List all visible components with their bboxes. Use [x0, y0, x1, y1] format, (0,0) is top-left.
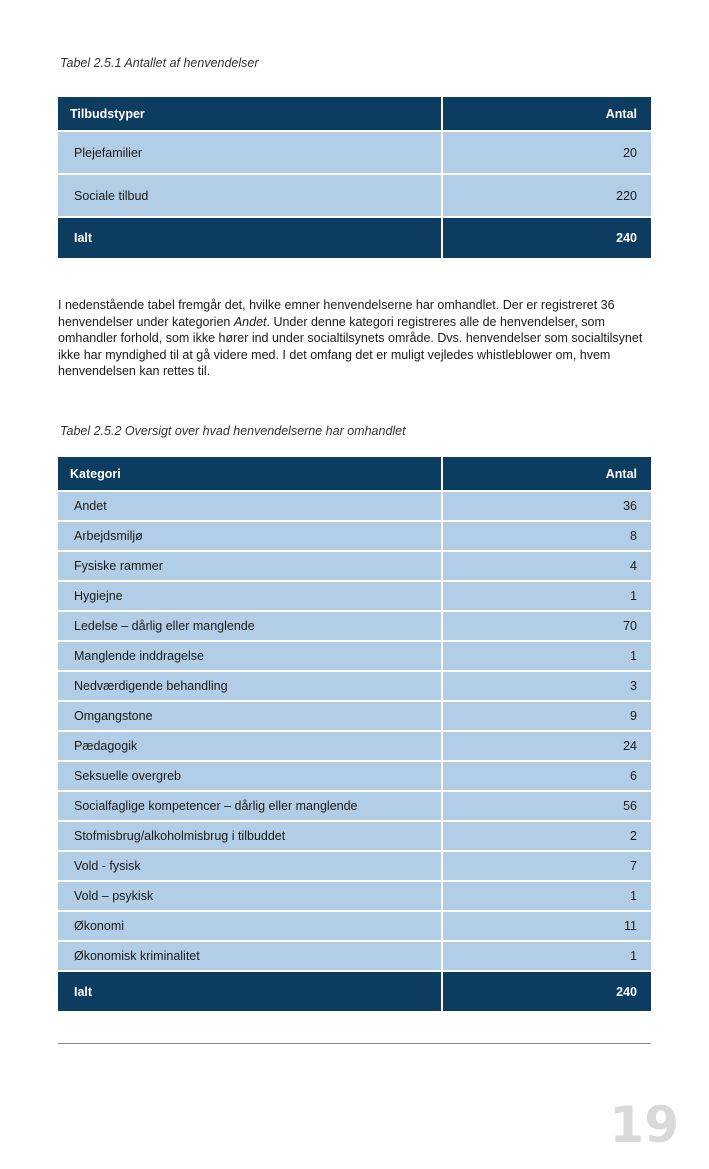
row-value: 2	[442, 821, 651, 851]
row-value: 1	[442, 941, 651, 971]
column-header-antal: Antal	[442, 457, 651, 491]
table-row	[58, 851, 651, 881]
row-value: 6	[442, 761, 651, 791]
table-row	[58, 611, 651, 641]
row-value: 1	[442, 641, 651, 671]
total-row	[58, 217, 651, 258]
total-label: Ialt	[58, 217, 442, 258]
row-label: Arbejdsmiljø	[58, 521, 442, 551]
row-label: Økonomisk kriminalitet	[58, 941, 442, 971]
row-label: Seksuelle overgreb	[58, 761, 442, 791]
row-label: Plejefamilier	[58, 131, 442, 174]
table-row	[58, 581, 651, 611]
column-header-tilbudstyper: Tilbudstyper	[58, 97, 442, 131]
total-value: 240	[442, 217, 651, 258]
table-henvendelser-antal	[58, 97, 651, 258]
row-value: 1	[442, 881, 651, 911]
table-row	[58, 701, 651, 731]
row-label: Økonomi	[58, 911, 442, 941]
total-value: 240	[442, 971, 651, 1011]
row-value: 56	[442, 791, 651, 821]
total-label: Ialt	[58, 971, 442, 1011]
page-number: 19	[609, 1096, 679, 1154]
row-label: Hygiejne	[58, 581, 442, 611]
row-value: 3	[442, 671, 651, 701]
table-row	[58, 731, 651, 761]
row-value: 1	[442, 581, 651, 611]
row-label: Pædagogik	[58, 731, 442, 761]
footer-divider	[58, 1043, 651, 1044]
row-label: Sociale tilbud	[58, 174, 442, 217]
row-label: Fysiske rammer	[58, 551, 442, 581]
row-value: 36	[442, 491, 651, 521]
table2-caption: Tabel 2.5.2 Oversigt over hvad henvendelserne har omhandlet	[60, 424, 406, 438]
total-row	[58, 971, 651, 1011]
row-value: 7	[442, 851, 651, 881]
row-label: Socialfaglige kompetencer – dårlig eller manglende	[58, 791, 442, 821]
table-row	[58, 821, 651, 851]
row-label: Ledelse – dårlig eller manglende	[58, 611, 442, 641]
row-label: Vold – psykisk	[58, 881, 442, 911]
row-value: 11	[442, 911, 651, 941]
row-label: Stofmisbrug/alkoholmisbrug i tilbuddet	[58, 821, 442, 851]
row-value: 70	[442, 611, 651, 641]
table-row	[58, 551, 651, 581]
table-row	[58, 491, 651, 521]
table-row	[58, 641, 651, 671]
row-label: Omgangstone	[58, 701, 442, 731]
table-row	[58, 941, 651, 971]
column-header-kategori: Kategori	[58, 457, 442, 491]
row-value: 220	[442, 174, 651, 217]
row-value: 9	[442, 701, 651, 731]
row-value: 24	[442, 731, 651, 761]
paragraph-text-1: I nedenstående tabel fremgår det, hvilke emner henvendelserne har omhandlet. Der er registreret 36 henvendelser under kategorien	[58, 298, 615, 329]
row-value: 20	[442, 131, 651, 174]
row-value: 4	[442, 551, 651, 581]
table-row	[58, 131, 651, 174]
table-emner-oversigt	[58, 457, 651, 1011]
column-header-antal: Antal	[442, 97, 651, 131]
table-row	[58, 174, 651, 217]
table-row	[58, 521, 651, 551]
row-label: Manglende inddragelse	[58, 641, 442, 671]
row-label: Nedværdigende behandling	[58, 671, 442, 701]
row-value: 8	[442, 521, 651, 551]
paragraph-text-2: . Under denne kategori registreres alle de henvendelser, som omhandler forhold, som ikke hører ind under socialtilsynets område. Dvs. henvendelser som socialtilsynet ikke har myndighed til at gå videre med. I det omfang det er muligt vejledes whistleblower om, hvem henvendelsen kan rettes til.	[58, 314, 643, 378]
paragraph-emphasis: Andet	[233, 314, 267, 329]
row-label: Vold - fysisk	[58, 851, 442, 881]
table1-caption: Tabel 2.5.1 Antallet af henvendelser	[60, 56, 259, 70]
table-row	[58, 911, 651, 941]
table-row	[58, 761, 651, 791]
body-paragraph	[58, 297, 652, 380]
table-row	[58, 671, 651, 701]
table-row	[58, 791, 651, 821]
row-label: Andet	[58, 491, 442, 521]
table-row	[58, 881, 651, 911]
